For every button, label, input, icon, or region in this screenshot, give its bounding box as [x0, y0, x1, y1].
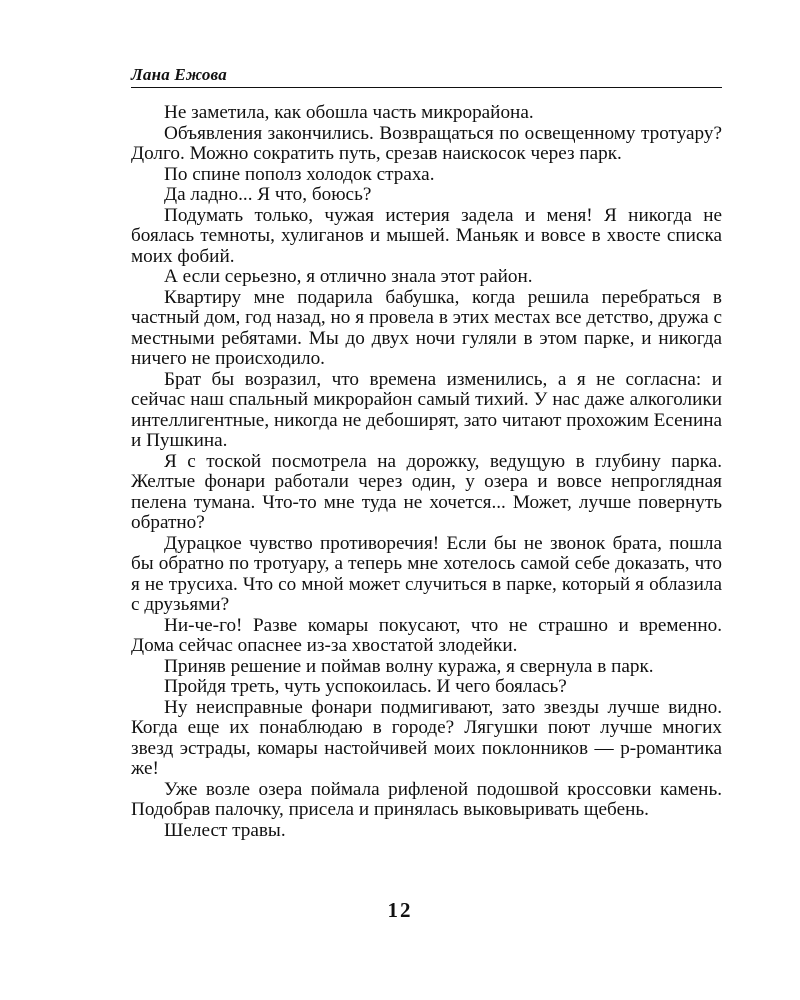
paragraph: Подумать только, чужая истерия задела и меня! Я никогда не боялась темноты, хулиганов и мышей. Маньяк и вовсе в хвосте списка моих фобий.: [131, 204, 722, 267]
paragraph: Брат бы возразил, что времена изменились, а я не согласна: и сейчас наш спальный микрорайон самый тихий. У нас даже алкоголики интеллигентные, никогда не дебоширят, зато читают прохожим Есенина и Пушкина.: [131, 368, 722, 451]
body-text: [131, 103, 722, 841]
paragraph: Объявления закончились. Возвращаться по освещенному тротуару? Долго. Можно сократить путь, срезав наискосок через парк.: [131, 122, 722, 164]
paragraph: Да ладно... Я что, боюсь?: [164, 184, 372, 205]
paragraph: Не заметила, как обошла часть микрорайона.: [164, 102, 534, 123]
paragraph: Ни-че-го! Разве комары покусают, что не страшно и временно. Дома сейчас опаснее из-за хвостатой злодейки.: [131, 614, 722, 656]
paragraph: Квартиру мне подарила бабушка, когда решила перебраться в частный дом, год назад, но я провела в этих местах все детство, дружа с местными ребятами. Мы до двух ночи гуляли в этом парке, и никогда ничего не происходило.: [131, 286, 722, 369]
paragraph: А если серьезно, я отлично знала этот район.: [164, 266, 533, 287]
paragraph: Уже возле озера поймала рифленой подошвой кроссовки камень. Подобрав палочку, присела и принялась выковыривать щебень.: [131, 778, 722, 820]
paragraph: Приняв решение и поймав волну куража, я свернула в парк.: [164, 655, 654, 677]
page-number: 12: [387, 898, 413, 922]
paragraph: Ну неисправные фонари подмигивают, зато звезды лучше видно. Когда еще их понаблюдаю в городе? Лягушки поют лучше многих звезд эстрады, комары настойчивей моих поклонников — р-романтика же!: [131, 696, 722, 779]
paragraph: По спине пополз холодок страха.: [164, 163, 435, 185]
paragraph: Пройдя треть, чуть успокоилась. И чего боялась?: [164, 676, 567, 697]
header-rule: [131, 87, 722, 88]
paragraph: Шелест травы.: [164, 819, 286, 841]
paragraph: Дурацкое чувство противоречия! Если бы не звонок брата, пошла бы обратно по тротуару, а теперь мне хотелось самой себе доказать, что я не трусиха. Что со мной может случиться в парке, который я облазила с друзьями?: [131, 532, 722, 615]
paragraph: Я с тоской посмотрела на дорожку, ведущую в глубину парка. Желтые фонари работали через один, у озера и вовсе непроглядная пелена тумана. Что-то мне туда не хочется... Может, лучше повернуть обратно?: [131, 450, 722, 533]
author-name: Лана Ежова: [131, 65, 227, 84]
